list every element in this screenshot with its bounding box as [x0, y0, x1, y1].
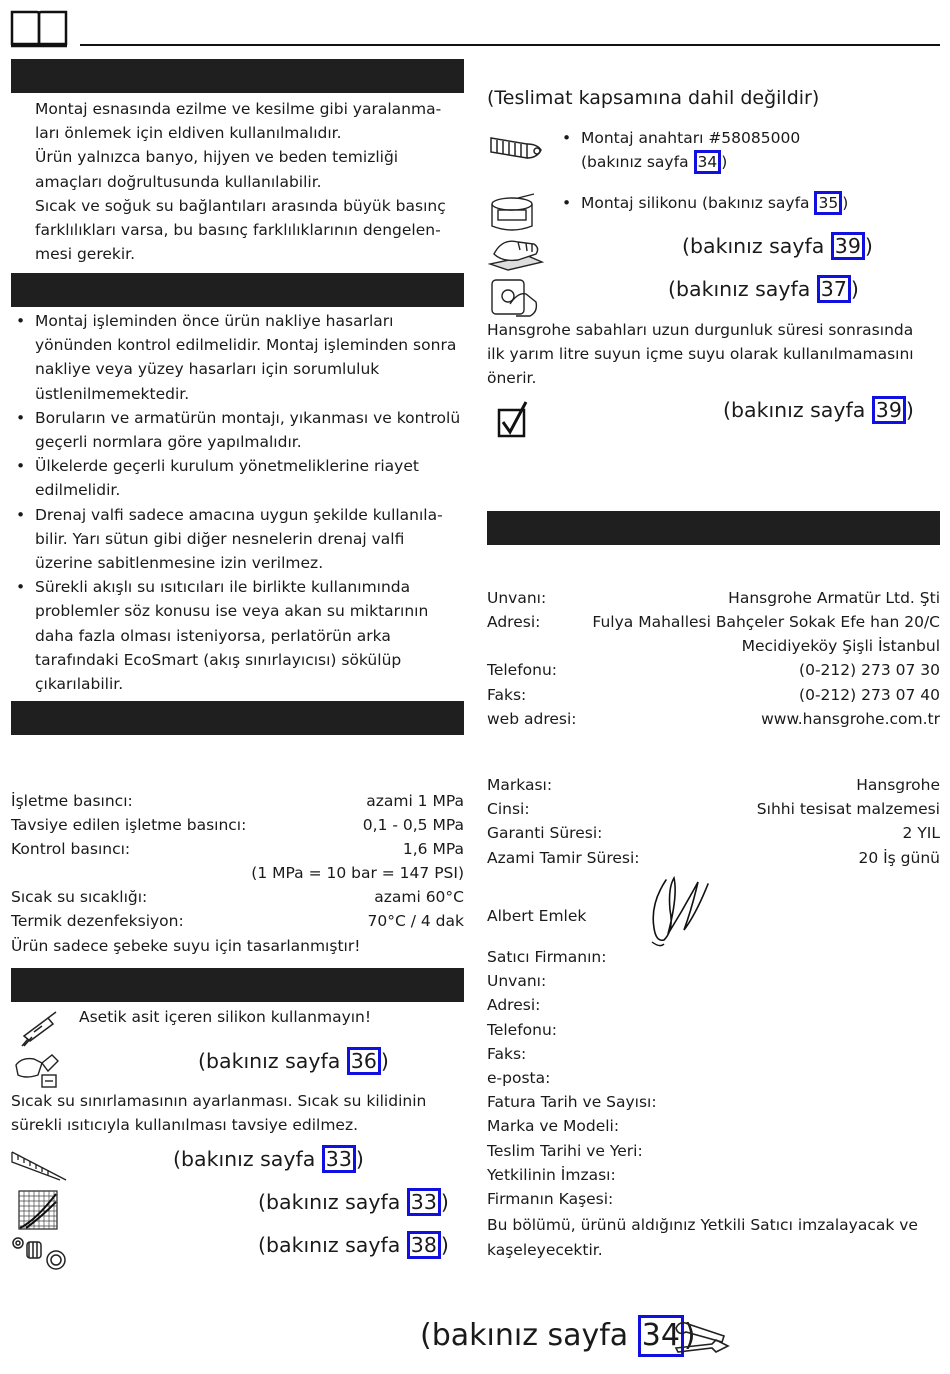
- not-included-heading: (Teslimat kapsamına dahil değildir): [487, 87, 820, 109]
- table-row: Unvanı: Hansgrohe Armatür Ltd. Şti: [487, 589, 940, 607]
- page-link-39a[interactable]: 39: [831, 232, 865, 260]
- header-rule: [80, 44, 940, 46]
- ref-page-34b: (bakınız sayfa 34 ): [420, 1315, 696, 1357]
- seller-note: Bu bölümü, ürünü aldığınız Yetkili Satıcı imzalayacak ve kaşeleyecektir.: [487, 1216, 918, 1259]
- tech-note: Ürün sadece şebeke suyu için tasarlanmıştır!: [11, 937, 361, 955]
- scale-icon: [10, 1150, 68, 1182]
- list-item: • Sürekli akışlı su ısıtıcıları ile birlikte kullanımında problemler söz konusu ise veya akan su miktarının daha fazla olması isteniyorsa, perlatörün arka tarafındaki EcoSmart (akış sınırlayıcısı) sökülüp çıkarılabilir.: [10, 575, 464, 696]
- table-row: Adresi: Fulya Mahallesi Bahçeler Sokak Efe han 20/C: [487, 613, 940, 631]
- table-row: Faks: (0-212) 273 07 40: [487, 686, 940, 704]
- signature-image: [640, 874, 714, 950]
- table-row: Azami Tamir Süresi: 20 İş günü: [487, 849, 940, 867]
- ref-page-39a: (bakınız sayfa 39 ): [682, 234, 873, 258]
- seller-field: Satıcı Firmanın:: [487, 948, 607, 966]
- list-item: • Boruların ve armatürün montajı, yıkanması ve kontrolü geçerli normlara göre yapılmalıdır.: [10, 406, 464, 454]
- page-link-35[interactable]: 35: [814, 191, 842, 215]
- table-row: Tavsiye edilen işletme basıncı: 0,1 - 0,5 MPa: [11, 816, 464, 834]
- section-bar-cleaning: [11, 968, 464, 1002]
- signatory-name: Albert Emlek: [487, 907, 587, 925]
- page-link-33a[interactable]: 33: [322, 1145, 356, 1173]
- flow-chart-icon: [18, 1190, 58, 1230]
- silicone-can-icon: [488, 192, 540, 234]
- seller-field: Faks:: [487, 1044, 527, 1063]
- table-row: web adresi: www.hansgrohe.com.tr: [487, 710, 940, 728]
- list-item: • Montaj işleminden önce ürün nakliye hasarları yönünden kontrol edilmelidir. Montaj işleminden sonra nakliye veya yüzey hasarları için sorumluluk üstlenilmemektedir.: [10, 309, 464, 406]
- silicone-warning: Asetik asit içeren silikon kullanmayın!: [79, 1008, 372, 1026]
- seller-field: Unvanı:: [487, 972, 547, 991]
- checkbox-icon: [496, 400, 530, 440]
- table-row: Sıcak su sıcaklığı: azami 60°C: [11, 888, 464, 906]
- hand-wiping-icon: [488, 234, 546, 272]
- seller-field: Teslim Tarihi ve Yeri:: [487, 1141, 643, 1160]
- table-row: Garanti Süresi: 2 YIL: [487, 824, 940, 842]
- seller-field: Yetkilinin İmzası:: [487, 1165, 616, 1184]
- list-item: • Drenaj valfi sadece amacına uygun şekilde kullanıla-bilir. Yarı sütun gibi diğer nesnelerin drenaj valfi üzerine sabitlenmesine izin verilmez.: [10, 503, 464, 576]
- page-link-34a[interactable]: 34: [694, 150, 722, 174]
- ref-page-39b: (bakınız sayfa 39 ): [723, 398, 914, 422]
- book-icon: [10, 8, 68, 48]
- page-link-39b[interactable]: 39: [872, 396, 906, 424]
- table-row: Markası: Hansgrohe: [487, 776, 940, 794]
- hot-water-text-2: sürekli ısıtıcıyla kullanılması tavsiye edilmez.: [11, 1116, 359, 1134]
- tools-list-2: [556, 191, 946, 215]
- table-row: Cinsi: Sıhhi tesisat malzemesi: [487, 800, 940, 818]
- ref-page-36: (bakınız sayfa 36 ): [198, 1049, 389, 1073]
- hansgrohe-note: Hansgrohe sabahları uzun durgunluk süresi sonrasında ilk yarım litre suyun içme suyu olarak kullanılmamasını önerir.: [487, 321, 914, 388]
- table-row: (1 MPa = 10 bar = 147 PSI): [251, 864, 464, 882]
- table-row: Kontrol basıncı: 1,6 MPa: [11, 840, 464, 858]
- seller-field: e-posta:: [487, 1069, 551, 1088]
- ref-page-33b: (bakınız sayfa 33 ): [258, 1190, 449, 1214]
- table-row: Termik dezenfeksiyon: 70°C / 4 dak: [11, 912, 464, 930]
- tools-list: [556, 126, 946, 174]
- list-item: • Montaj anahtarı #58085000 (bakınız sayfa 34 ): [556, 126, 946, 174]
- seller-fields: [487, 945, 657, 1211]
- page-link-36[interactable]: 36: [347, 1047, 381, 1075]
- seller-field: Fatura Tarih ve Sayısı:: [487, 1093, 657, 1112]
- section-bar-tech: [11, 701, 464, 735]
- page-link-34b[interactable]: 34: [638, 1315, 684, 1357]
- seller-field: Marka ve Modeli:: [487, 1117, 620, 1136]
- seller-field: Telefonu:: [487, 1020, 558, 1039]
- page-link-33b[interactable]: 33: [407, 1188, 441, 1216]
- hand-wall-icon: [490, 278, 540, 318]
- ref-page-38: (bakınız sayfa 38 ): [258, 1233, 449, 1257]
- cleaning-icon: [12, 1051, 60, 1089]
- hot-water-text-1: Sıcak su sınırlamasının ayarlanması. Sıcak su kilidinin: [11, 1092, 427, 1110]
- cartridge-parts-icon: [10, 1234, 70, 1272]
- page-link-38[interactable]: 38: [407, 1231, 441, 1259]
- section-bar-safety: [11, 59, 464, 93]
- ref-page-37: (bakınız sayfa 37 ): [668, 277, 859, 301]
- wrench-screwdriver-icon: [672, 1318, 732, 1358]
- list-item: • Montaj silikonu (bakınız sayfa 35 ): [556, 191, 946, 215]
- table-row: Mecidiyeköy Şişli İstanbul: [741, 637, 940, 655]
- seller-field: Firmanın Kaşesi:: [487, 1190, 614, 1209]
- section-bar-warranty: [487, 511, 940, 545]
- safety-text: Montaj esnasında ezilme ve kesilme gibi yaralanma- ları önlemek için eldiven kullanılmalıdır. Ürün yalnızca banyo, hijyen ve beden temizliği amaçları doğrultusunda kullanılabilir. Sıcak ve soğuk su bağlantıları arasında büyük basınç farklılıkları varsa, bu basınç farklılıklarının dengelen- mesi gerekir.: [35, 100, 446, 264]
- section-bar-install: [11, 273, 464, 307]
- table-row: İşletme basıncı: azami 1 MPa: [11, 792, 464, 810]
- ref-page-33a: (bakınız sayfa 33 ): [173, 1147, 364, 1171]
- list-item: • Ülkelerde geçerli kurulum yönetmeliklerine riayet edilmelidir.: [10, 454, 464, 502]
- page-link-37[interactable]: 37: [817, 275, 851, 303]
- mounting-key-icon: [487, 128, 547, 166]
- table-row: Telefonu: (0-212) 273 07 30: [487, 661, 940, 679]
- silicone-gun-icon: [14, 1010, 58, 1048]
- seller-field: Adresi:: [487, 996, 541, 1015]
- install-bullets: [10, 309, 464, 696]
